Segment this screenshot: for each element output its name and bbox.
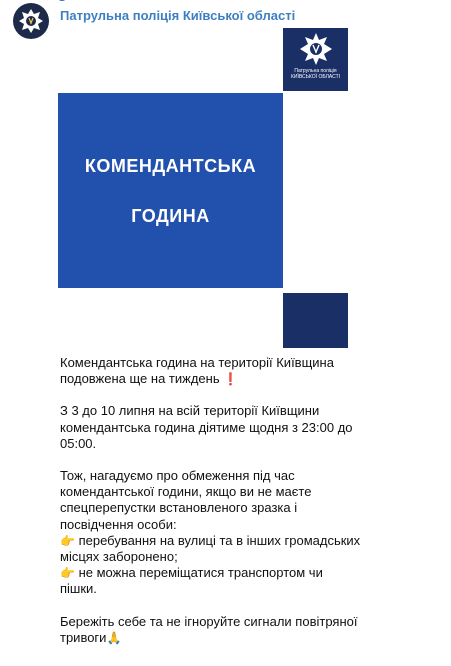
- post-image[interactable]: [58, 28, 348, 348]
- police-star-icon: [299, 32, 333, 66]
- channel-name[interactable]: Патрульна поліція Київської області: [60, 8, 296, 23]
- paragraph-4: [60, 614, 380, 646]
- top-indicator: [59, 0, 65, 1]
- p3-line-4: посвідчення особи:: [60, 516, 177, 532]
- message-text: [60, 355, 380, 662]
- p1-line-1: Комендантська година на території Київщина: [60, 355, 334, 370]
- logo-caption: [291, 68, 340, 80]
- praying-hands-icon: 🙏: [106, 630, 122, 645]
- paragraph-3: [60, 468, 380, 598]
- decorative-corner-block: [283, 293, 348, 348]
- logo-line-2: КИЇВСЬКОЇ ОБЛАСТІ: [290, 74, 341, 80]
- bullet-1-line-2: місцях заборонено;: [60, 549, 178, 565]
- police-badge-icon: [18, 8, 44, 34]
- p2-line-1: З 3 до 10 липня на всій території Київщини: [60, 403, 320, 419]
- curfew-banner: [58, 93, 283, 288]
- p3-line-2: комендантської години, якщо ви не маєте: [60, 484, 312, 500]
- p4-line-1: Бережіть себе та не ігноруйте сигнали повітряної: [60, 613, 358, 629]
- p3-line-1: Тож, нагадуємо про обмеження під час: [60, 468, 295, 484]
- paragraph-2: [60, 403, 380, 452]
- p3-line-3: спецперепустки встановленого зразка і: [60, 500, 298, 516]
- logo-line-1: Патрульна поліція: [294, 68, 337, 74]
- exclamation-icon: ❗: [223, 372, 239, 387]
- police-logo-box: [283, 28, 348, 91]
- p4-line-2: тривоги: [60, 629, 107, 645]
- bullet-1-line-1: перебування на вулиці та в інших громадських: [78, 532, 361, 548]
- bullet-2-line-1: не можна переміщатися транспортом чи: [78, 565, 323, 581]
- pointing-hand-icon: 👉: [60, 566, 75, 581]
- bullet-2-line-2: пішки.: [60, 581, 97, 597]
- p2-line-3: 05:00.: [60, 435, 97, 451]
- banner-title-line-2: ГОДИНА: [131, 205, 210, 226]
- channel-avatar[interactable]: [13, 3, 49, 39]
- banner-title-line-1: КОМЕНДАНТСЬКА: [84, 155, 257, 176]
- p1-line-2: подовжена ще на тиждень: [60, 371, 220, 387]
- p2-line-2: комендантська година діятиме щодня з 23:00 до: [60, 419, 353, 435]
- pointing-hand-icon: 👉: [60, 533, 75, 548]
- paragraph-1: [60, 355, 380, 387]
